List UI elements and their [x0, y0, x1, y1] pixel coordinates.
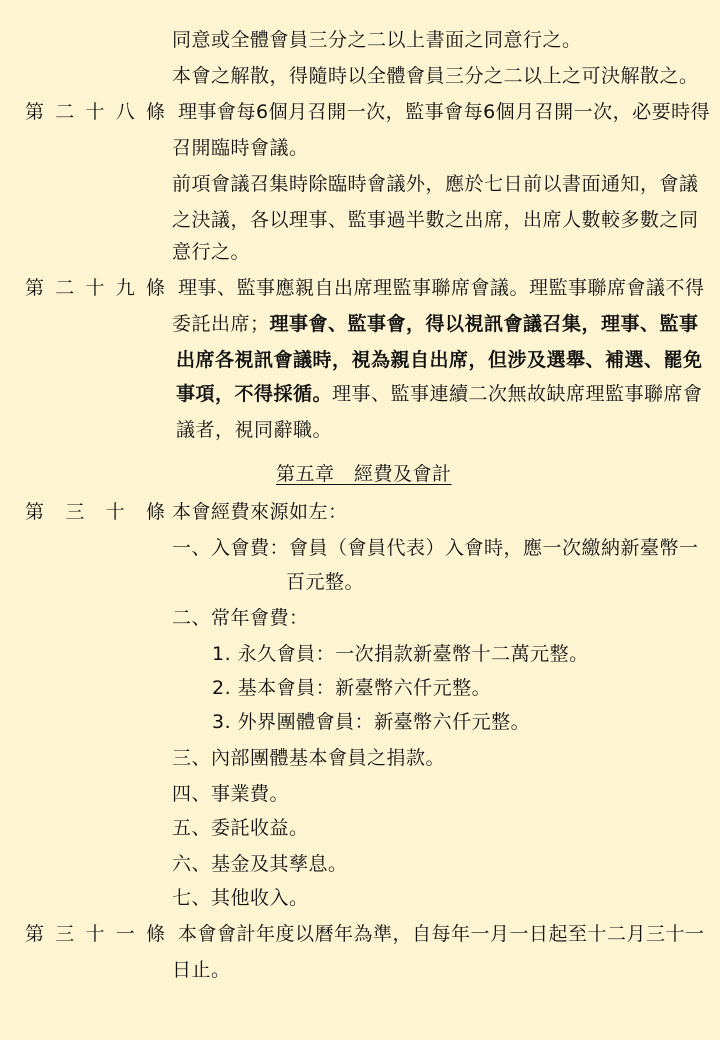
article-28-label [25, 100, 165, 124]
article-label-char: 第 [25, 277, 45, 299]
list-item: 五、委託收益。 [172, 817, 309, 839]
bold-text-segment: 事項，不得採循。 [176, 383, 333, 405]
chapter-heading: 第五章 經費及會計 [276, 463, 452, 485]
text-line: 前項會議召集時除臨時會議外，應於七日前以書面通知，會議 [172, 173, 699, 195]
article-label-char: 條 [145, 501, 165, 523]
sub-list-item: 3. 外界團體會員：新臺幣六仟元整。 [212, 711, 531, 733]
article-label-char: 十 [85, 923, 105, 945]
text-segment: 委託出席； [172, 313, 270, 335]
text-line: 召開臨時會議。 [172, 137, 309, 159]
text-segment: 理事、監事連續二次無故缺席理監事聯席會 [332, 383, 703, 405]
article-29-label [25, 276, 165, 300]
list-item: 七、其他收入。 [172, 887, 309, 909]
article-label-char: 三 [55, 923, 75, 945]
article-label-char: 第 [25, 501, 45, 523]
text-line: 日止。 [172, 959, 231, 981]
article-label-char: 一 [115, 923, 135, 945]
text-line: 議者，視同辭職。 [176, 419, 333, 441]
article-label-char: 九 [115, 277, 135, 299]
article-30-label [25, 500, 165, 524]
list-item: 六、基金及其孳息。 [172, 853, 348, 875]
article-31-label [25, 922, 165, 946]
text-line: 同意或全體會員三分之二以上書面之同意行之。 [172, 29, 582, 51]
article-label-char: 十 [85, 277, 105, 299]
article-label-char: 八 [115, 101, 135, 123]
list-item: 三、內部團體基本會員之捐款。 [172, 747, 446, 769]
text-line: 本會會計年度以曆年為準，自每年一月一日起至十二月三十一 [178, 923, 705, 945]
sub-list-item: 2. 基本會員：新臺幣六仟元整。 [212, 677, 492, 699]
text-line: 理事、監事應親自出席理監事聯席會議。理監事聯席會議不得 [178, 277, 705, 299]
list-item: 一、入會費：會員（會員代表）入會時，應一次繳納新臺幣一 [172, 537, 699, 559]
text-line: 之決議，各以理事、監事過半數之出席，出席人數較多數之同 [172, 209, 699, 231]
text-line: 理事會每6個月召開一次，監事會每6個月召開一次，必要時得 [178, 101, 711, 123]
article-label-char: 第 [25, 923, 45, 945]
article-label-char: 十 [105, 501, 125, 523]
text-line [172, 312, 699, 336]
article-label-char: 條 [145, 923, 165, 945]
article-label-char: 十 [85, 101, 105, 123]
list-item: 四、事業費。 [172, 783, 290, 805]
article-label-char: 第 [25, 101, 45, 123]
text-line [176, 382, 703, 406]
bold-text-segment: 理事會、監事會，得以視訊會議召集，理事、監事 [269, 313, 699, 335]
sub-list-item: 1. 永久會員：一次捐款新臺幣十二萬元整。 [212, 643, 589, 665]
article-label-char: 條 [145, 277, 165, 299]
article-label-char: 三 [65, 501, 85, 523]
text-line: 本會之解散，得隨時以全體會員三分之二以上之可決解散之。 [172, 65, 699, 87]
article-label-char: 二 [55, 101, 75, 123]
list-item-continuation: 百元整。 [286, 571, 365, 593]
bold-text-line: 出席各視訊會議時，視為親自出席，但涉及選舉、補選、罷免 [176, 349, 703, 371]
article-label-char: 二 [55, 277, 75, 299]
text-line: 意行之。 [172, 241, 251, 263]
article-label-char: 條 [145, 101, 165, 123]
list-item: 二、常年會費： [172, 607, 309, 629]
text-line: 本會經費來源如左： [172, 501, 348, 523]
